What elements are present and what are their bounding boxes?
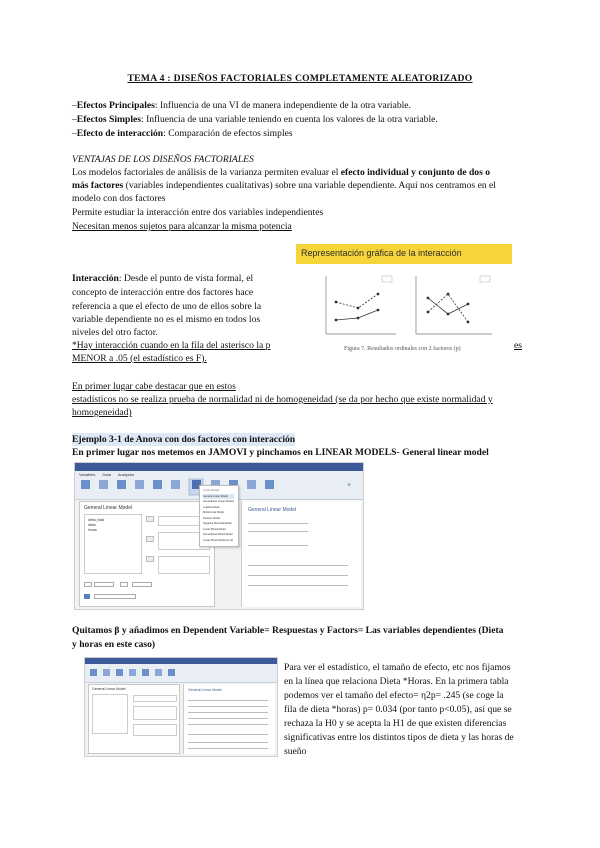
- jamovi1-results-title: General Linear Model: [248, 507, 297, 513]
- jamovi1-menu-item-4[interactable]: Multinomial Model: [203, 511, 224, 514]
- svg-text:+: +: [347, 482, 352, 489]
- interaction-plot-right: [416, 276, 492, 334]
- jamovi1-checkbox-1[interactable]: [84, 582, 92, 587]
- jamovi1-menu-item-7[interactable]: Linear Mixed Model: [203, 527, 226, 531]
- jamovi2-toolbar: [85, 664, 277, 683]
- normalidad-line3: homogeneidad): [72, 407, 132, 418]
- jamovi1-menu-item-8[interactable]: Generalized Mixed Model: [203, 533, 233, 536]
- jamovi1-menu-item-3[interactable]: Logistic Model: [203, 505, 220, 509]
- jamovi1-move-button-1[interactable]: [146, 516, 154, 522]
- jamovi1-linear-models-menu[interactable]: [199, 485, 239, 547]
- interaccion-line1: Interacción: Desde el punto de vista formal, el: [72, 273, 254, 284]
- jamovi1-var-2[interactable]: horas: [88, 528, 97, 532]
- jamovi2-covariates-box[interactable]: [133, 724, 177, 736]
- interaccion-note-line2: MENOR a .05 (el estadístico es F).: [72, 353, 207, 364]
- jamovi1-results-panel: [241, 501, 361, 607]
- explicacion-line2: en la línea que relaciona Dieta *Horas. En la primera tabla: [284, 676, 509, 687]
- quitamos-line2: y horas en este caso): [72, 639, 156, 650]
- jamovi1-menu-item-1[interactable]: General Linear Model: [203, 494, 234, 500]
- effect-item-interaccion: –Efecto de interacción: Comparación de efectos simples: [72, 128, 293, 139]
- interaccion-note-tail: es: [514, 340, 522, 351]
- interaccion-line5: niveles del otro factor.: [72, 327, 158, 338]
- jamovi1-options-panel: [79, 501, 215, 607]
- ventajas-paragraph-line3: modelo con dos factores: [72, 193, 166, 204]
- jamovi1-titlebar: [75, 463, 363, 471]
- normalidad-line2: estadísticos no se realiza prueba de normalidad ni de homogeneidad (se da por hecho que existe normalidad y: [72, 394, 493, 405]
- jamovi1-menu-item-2[interactable]: Generalized Linear Models: [203, 500, 234, 503]
- explicacion-line3: podemos ver el tamaño del efecto= η2p= .245 (se coge la: [284, 690, 504, 701]
- explicacion-line5: rechaza la H0 y se acepta la H1 de que existen diferencias: [284, 718, 507, 729]
- jamovi2-results-panel: [183, 684, 275, 754]
- figure-caption: Figura 7. Resultados ordinales con 2 factores (p): [344, 346, 461, 352]
- effect-item-principales: –Efectos Principales: Influencia de una VI de manera independiente de la otra variable.: [72, 100, 411, 111]
- ejemplo-subheading: En primer lugar nos metemos en JAMOVI y pinchamos en LINEAR MODELS- General linear model: [72, 447, 489, 458]
- jamovi2-dependent-box[interactable]: [133, 695, 177, 702]
- interaccion-line4: variable dependiente no es el mismo en todos los: [72, 314, 261, 325]
- jamovi1-menu-item-9[interactable]: Linear Mixed Model (Lme): [203, 538, 234, 542]
- figure-banner-text: Representación gráfica de la interacción: [301, 248, 462, 258]
- interaction-figure: [296, 244, 512, 360]
- ventajas-interaccion-line: Permite estudiar la interacción entre dos variables independientes: [72, 207, 324, 218]
- ventajas-heading: VENTAJAS DE LOS DISEÑOS FACTORIALES: [72, 154, 254, 165]
- jamovi1-var-0[interactable]: dieta_total: [88, 518, 105, 522]
- jamovi1-checkbox-3[interactable]: [84, 594, 90, 599]
- jamovi-screenshot-1: [74, 462, 364, 610]
- ventajas-paragraph-line2: más factores (variables independientes cualitativas) sobre una variable dependiente. Aquí nos centramos en el: [72, 180, 496, 191]
- jamovi-screenshot-2: [84, 657, 278, 757]
- interaccion-line2: concepto de interacción entre dos factores hace: [72, 287, 254, 298]
- jamovi1-tab-data[interactable]: Data: [102, 472, 111, 477]
- jamovi2-options-panel: [88, 684, 180, 754]
- jamovi1-field-1[interactable]: [94, 582, 114, 587]
- jamovi1-menu-item-0: Linear Models: [203, 489, 220, 492]
- ventajas-paragraph-line1: Los modelos factoriales de análisis de la varianza permiten evaluar el efecto individual y conjunto de dos o: [72, 167, 491, 178]
- jamovi1-variable-list[interactable]: [84, 514, 142, 574]
- jamovi1-move-button-2[interactable]: [146, 536, 154, 542]
- jamovi1-checkbox-2[interactable]: [120, 582, 128, 587]
- quitamos-line1: Quitamos β y añadimos en Dependent Variable= Respuestas y Factors= Las variables dependientes (Dieta: [72, 625, 504, 636]
- jamovi1-panel-title: General Linear Model: [84, 505, 133, 511]
- explicacion-line7: sueño: [284, 746, 307, 757]
- explicacion-line6: significativas entre los distintos tipos de dieta y las horas de: [284, 732, 514, 743]
- jamovi1-field-2[interactable]: [132, 582, 152, 587]
- ejemplo-heading: Ejemplo 3-1 de Anova con dos factores con interacción: [72, 434, 296, 445]
- explicacion-line4: fila de dieta *horas) p= 0.034 (por tanto p<0.05), así que se: [284, 704, 512, 715]
- jamovi1-tab-variables[interactable]: Variables: [79, 472, 96, 477]
- jamovi1-move-button-3[interactable]: [146, 556, 154, 562]
- jamovi1-var-1[interactable]: dieta: [88, 523, 96, 527]
- page-title: TEMA 4 : DISEÑOS FACTORIALES COMPLETAMENTE ALEATORIZADO: [127, 73, 473, 84]
- jamovi1-covariates-box[interactable]: [158, 556, 210, 574]
- jamovi2-tool-icons[interactable]: [85, 664, 277, 682]
- jamovi2-variable-list[interactable]: [92, 694, 128, 734]
- jamovi1-field-3[interactable]: [94, 594, 136, 599]
- normalidad-line1: En primer lugar cabe destacar que en estos: [72, 381, 236, 392]
- interaccion-line3: referencia a que el efecto de uno de ellos sobre la: [72, 301, 262, 312]
- jamovi2-results-title: General Linear Model: [188, 688, 222, 692]
- explicacion-line1: Para ver el estadístico, el tamaño de efecto, etc nos fijamos: [284, 662, 511, 673]
- jamovi1-menu-item-6[interactable]: Negative Binomial Model: [203, 522, 232, 525]
- figure-banner: [296, 244, 512, 264]
- jamovi2-panel-title: General Linear Model: [92, 687, 126, 691]
- interaccion-note-line1: *Hay interacción cuando en la fila del asterisco la p: [72, 340, 271, 351]
- jamovi2-factors-box[interactable]: [133, 706, 177, 720]
- ventajas-potencia-line: Necesitan menos sujetos para alcanzar la misma potencia: [72, 221, 292, 232]
- interaction-plot-left: [326, 276, 396, 334]
- jamovi1-tab-analyses[interactable]: Analyses: [117, 472, 135, 477]
- jamovi1-menu-item-5[interactable]: Poisson Model: [203, 516, 221, 520]
- effect-item-simples: –Efectos Simples: Influencia de una variable teniendo en cuenta los valores de la otra variable.: [72, 114, 438, 125]
